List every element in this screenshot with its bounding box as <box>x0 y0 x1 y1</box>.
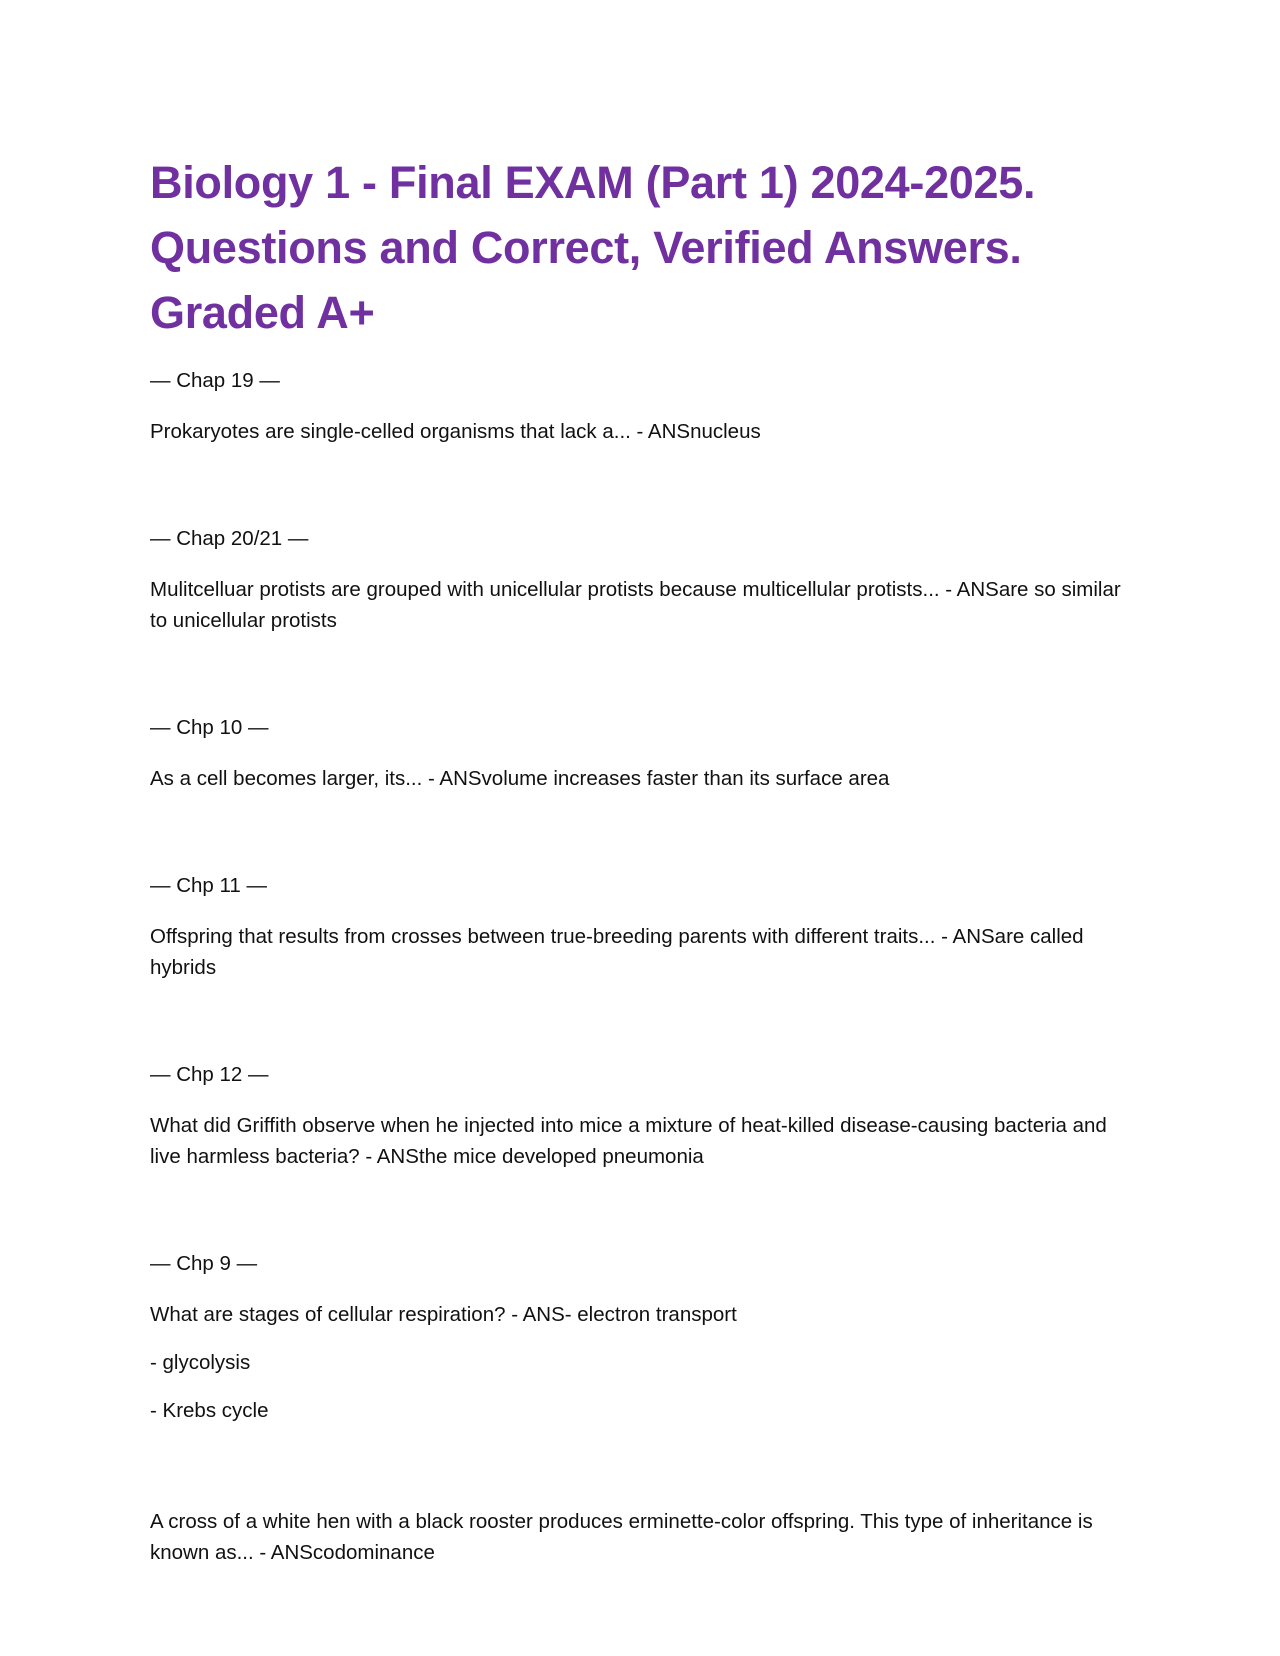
question-answer: What did Griffith observe when he injected into mice a mixture of heat-killed disease-causing bacteria and live harmless bacteria? - ANSthe mice developed pneumonia <box>150 1114 1107 1168</box>
chapter-heading: — Chap 19 — <box>150 369 280 392</box>
document-page <box>150 150 1135 1585</box>
question-answer: Offspring that results from crosses between true-breeding parents with different traits... - ANSare called hybrids <box>150 925 1084 979</box>
question-answer: What are stages of cellular respiration? - ANS- electron transport <box>150 1303 737 1326</box>
answer-list-item: - glycolysis <box>150 1351 251 1374</box>
section-chap-19 <box>150 369 1135 447</box>
question-answer: Prokaryotes are single-celled organisms that lack a... - ANSnucleus <box>150 420 761 443</box>
chapter-heading: — Chp 10 — <box>150 716 269 739</box>
chapter-heading: — Chap 20/21 — <box>150 527 309 550</box>
spacer <box>150 464 1135 527</box>
question-answer: Mulitcelluar protists are grouped with unicellular protists because multicellular protists... - ANSare so similar to unicellular protists <box>150 578 1121 632</box>
section-inheritance <box>150 1506 1135 1568</box>
document-title: Biology 1 - Final EXAM (Part 1) 2024-2025. Questions and Correct, Verified Answers. Graded A+ <box>150 157 1036 338</box>
section-chap-20-21 <box>150 527 1135 636</box>
spacer <box>150 1000 1135 1063</box>
spacer <box>150 1189 1135 1252</box>
section-chp-11 <box>150 874 1135 983</box>
section-chp-10 <box>150 716 1135 794</box>
answer-list-item: - Krebs cycle <box>150 1399 269 1422</box>
chapter-heading: — Chp 12 — <box>150 1063 269 1086</box>
chapter-heading: — Chp 9 — <box>150 1252 258 1275</box>
spacer <box>150 653 1135 716</box>
spacer <box>150 811 1135 874</box>
chapter-heading: — Chp 11 — <box>150 874 267 897</box>
question-answer: As a cell becomes larger, its... - ANSvolume increases faster than its surface area <box>150 767 890 790</box>
section-chp-12 <box>150 1063 1135 1172</box>
section-chp-9 <box>150 1252 1135 1426</box>
question-answer: A cross of a white hen with a black rooster produces erminette-color offspring. This type of inheritance is known as... - ANScodominance <box>150 1510 1093 1564</box>
spacer <box>150 1443 1135 1506</box>
